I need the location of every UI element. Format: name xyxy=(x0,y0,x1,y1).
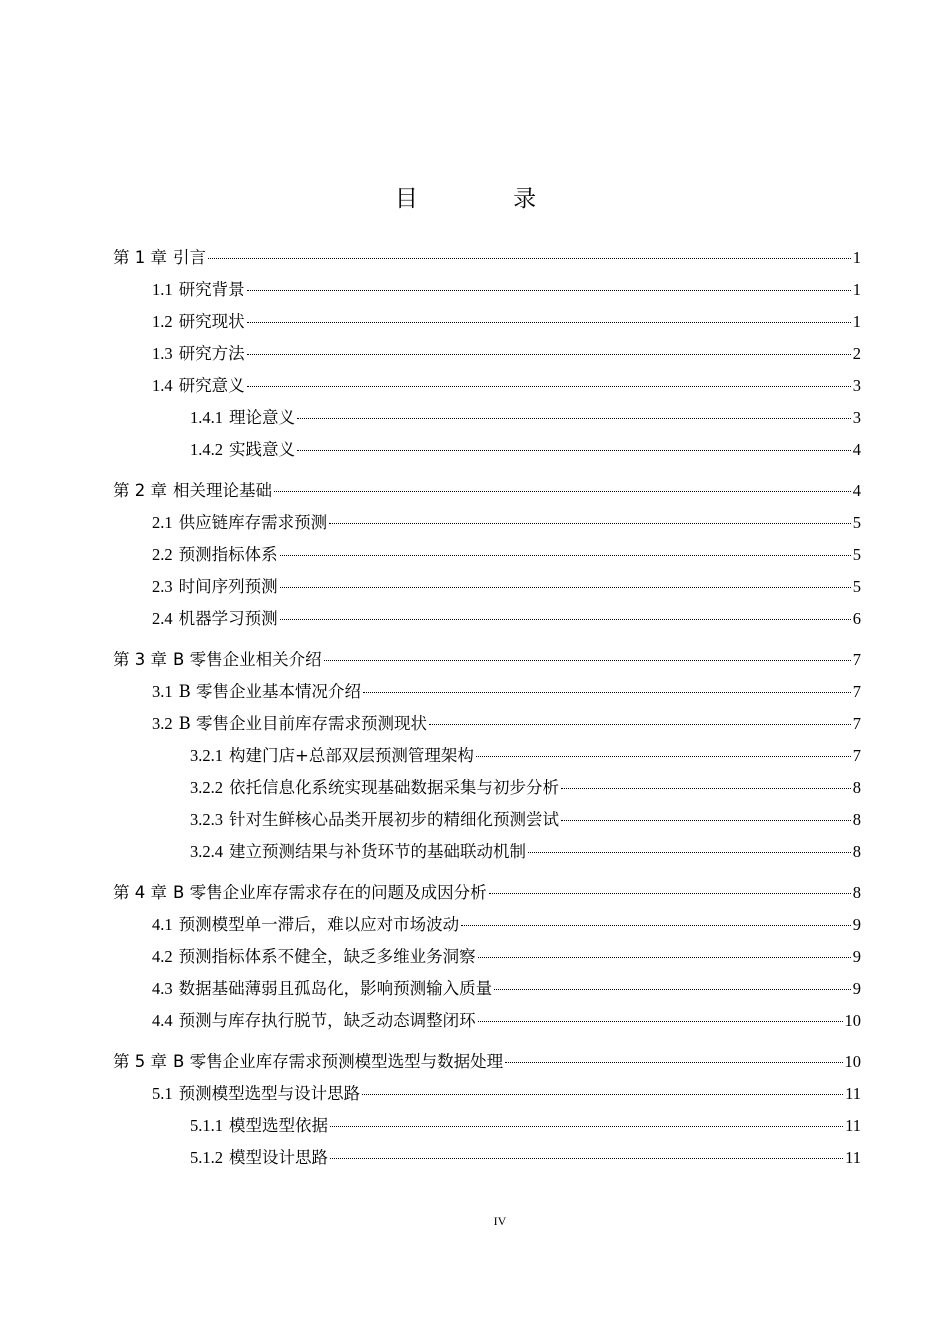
toc-entry-number: 第 5 章 xyxy=(113,1052,167,1071)
toc-entry-label xyxy=(152,909,459,941)
toc-entry-title: 建立预测结果与补货环节的基础联动机制 xyxy=(229,842,526,861)
toc-leader-dots xyxy=(247,322,851,323)
toc-page-number: 2 xyxy=(852,344,861,363)
toc-leader-dots xyxy=(461,925,851,926)
toc-entry-number: 1.3 xyxy=(152,344,173,363)
toc-section-entry[interactable] xyxy=(113,676,861,708)
toc-page-number: 4 xyxy=(852,481,861,500)
toc-entry-label xyxy=(190,772,559,804)
toc-entry-number: 2.2 xyxy=(152,545,173,564)
toc-leader-dots xyxy=(362,1094,843,1095)
toc-leader-dots xyxy=(324,660,851,661)
toc-page-number: 7 xyxy=(852,714,861,733)
toc-leader-dots xyxy=(478,1021,843,1022)
toc-section-entry[interactable] xyxy=(113,507,861,539)
toc-entry-number: 5.1.1 xyxy=(190,1116,223,1135)
toc-subsection-entry[interactable] xyxy=(113,1142,861,1174)
toc-entry-label xyxy=(190,804,559,836)
toc-entry-label xyxy=(152,1005,476,1037)
toc-subsection-entry[interactable] xyxy=(113,1110,861,1142)
toc-entry-label xyxy=(190,836,526,868)
toc-entry-number: 3.2.2 xyxy=(190,778,223,797)
toc-entry-number: 2.4 xyxy=(152,609,173,628)
toc-entry-title: 研究现状 xyxy=(178,312,245,331)
toc-entry-label xyxy=(190,434,295,466)
toc-entry-title: 研究背景 xyxy=(178,280,245,299)
toc-entry-label xyxy=(190,1142,328,1174)
toc-page-number: 9 xyxy=(852,947,861,966)
toc-page-number: 1 xyxy=(852,280,861,299)
toc-entry-label xyxy=(113,644,322,676)
toc-section-entry[interactable] xyxy=(113,274,861,306)
toc-leader-dots xyxy=(478,957,851,958)
toc-section-entry[interactable] xyxy=(113,1078,861,1110)
toc-entry-number: 4.2 xyxy=(152,947,173,966)
toc-section-entry[interactable] xyxy=(113,306,861,338)
toc-page-number: 3 xyxy=(852,376,861,395)
toc-entry-number: 4.4 xyxy=(152,1011,173,1030)
toc-subsection-entry[interactable] xyxy=(113,402,861,434)
toc-entry-title: 数据基础薄弱且孤岛化，影响预测输入质量 xyxy=(178,979,493,998)
toc-page-number: 9 xyxy=(852,915,861,934)
toc-entry-number: 第 1 章 xyxy=(113,248,167,267)
toc-subsection-entry[interactable] xyxy=(113,836,861,868)
toc-section-entry[interactable] xyxy=(113,539,861,571)
toc-entry-title: B 零售企业目前库存需求预测现状 xyxy=(178,714,427,733)
toc-entry-number: 第 2 章 xyxy=(113,481,167,500)
toc-leader-dots xyxy=(247,354,851,355)
toc-leader-dots xyxy=(330,1158,843,1159)
toc-leader-dots xyxy=(280,619,851,620)
toc-subsection-entry[interactable] xyxy=(113,804,861,836)
toc-entry-label xyxy=(152,941,476,973)
toc-leader-dots xyxy=(528,852,851,853)
toc-leader-dots xyxy=(561,820,851,821)
toc-entry-title: 预测与库存执行脱节，缺乏动态调整闭环 xyxy=(178,1011,476,1030)
toc-section-entry[interactable] xyxy=(113,941,861,973)
toc-leader-dots xyxy=(280,587,851,588)
toc-chapter-entry[interactable] xyxy=(113,242,861,274)
toc-entry-number: 1.2 xyxy=(152,312,173,331)
toc-entry-number: 3.2 xyxy=(152,714,173,733)
toc-page-number: 11 xyxy=(845,1148,861,1167)
toc-page-number: 8 xyxy=(852,810,861,829)
toc-entry-label xyxy=(152,973,492,1005)
toc-entry-title: 预测指标体系不健全，缺乏多维业务洞察 xyxy=(178,947,476,966)
toc-leader-dots xyxy=(280,555,851,556)
toc-page-number: 9 xyxy=(852,979,861,998)
toc-entry-label xyxy=(152,603,278,635)
toc-page-number: 7 xyxy=(852,650,861,669)
toc-page-number: 3 xyxy=(852,408,861,427)
toc-leader-dots xyxy=(363,692,851,693)
toc-entry-label xyxy=(190,402,295,434)
toc-page-number: 10 xyxy=(844,1011,861,1030)
toc-page-number: 8 xyxy=(852,842,861,861)
toc-entry-number: 1.4.1 xyxy=(190,408,223,427)
page-title: 目 录 xyxy=(394,186,581,212)
toc-entry-title: B 零售企业基本情况介绍 xyxy=(178,682,361,701)
toc-entry-title: 模型设计思路 xyxy=(229,1148,328,1167)
toc-entry-label xyxy=(113,242,206,274)
toc-entry-label xyxy=(152,338,245,370)
toc-leader-dots xyxy=(429,724,851,725)
toc-entry-title: 针对生鲜核心品类开展初步的精细化预测尝试 xyxy=(229,810,559,829)
toc-page-number: 7 xyxy=(852,746,861,765)
toc-leader-dots xyxy=(297,418,851,419)
toc-leader-dots xyxy=(208,258,851,259)
toc-subsection-entry[interactable] xyxy=(113,740,861,772)
toc-section-entry[interactable] xyxy=(113,571,861,603)
toc-entry-title: 预测模型单一滞后，难以应对市场波动 xyxy=(178,915,460,934)
toc-entry-label xyxy=(152,370,245,402)
toc-page-number: 1 xyxy=(852,248,861,267)
toc-entry-label xyxy=(113,877,487,909)
toc-entry-title: 引言 xyxy=(173,248,206,267)
toc-entry-label xyxy=(113,1046,503,1078)
toc-entry-label xyxy=(152,1078,360,1110)
toc-page-number: 8 xyxy=(852,778,861,797)
toc-entry-number: 1.1 xyxy=(152,280,173,299)
toc-leader-dots xyxy=(329,523,851,524)
toc-leader-dots xyxy=(274,491,851,492)
toc-leader-dots xyxy=(489,893,851,894)
toc-entry-title: B 零售企业相关介绍 xyxy=(173,650,322,669)
toc-entry-number: 5.1 xyxy=(152,1084,173,1103)
toc-leader-dots xyxy=(561,788,851,789)
toc-entry-title: B 零售企业库存需求预测模型选型与数据处理 xyxy=(173,1052,504,1071)
toc-page-number: 5 xyxy=(852,577,861,596)
page-number: IV xyxy=(493,1214,507,1228)
toc-entry-title: B 零售企业库存需求存在的问题及成因分析 xyxy=(173,883,487,902)
toc-entry-number: 3.1 xyxy=(152,682,173,701)
toc-entry-number: 2.3 xyxy=(152,577,173,596)
toc-section-entry[interactable] xyxy=(113,708,861,740)
table-of-contents xyxy=(113,242,861,1174)
toc-entry-label xyxy=(152,306,245,338)
toc-leader-dots xyxy=(297,450,851,451)
toc-entry-title: 研究方法 xyxy=(178,344,245,363)
toc-page-number: 11 xyxy=(845,1116,861,1135)
toc-entry-label xyxy=(152,274,245,306)
toc-leader-dots xyxy=(505,1062,842,1063)
toc-entry-label xyxy=(152,507,327,539)
toc-page-number: 1 xyxy=(852,312,861,331)
toc-chapter-entry[interactable] xyxy=(113,644,861,676)
toc-entry-label xyxy=(190,1110,328,1142)
toc-chapter-entry[interactable] xyxy=(113,475,861,507)
toc-section-entry[interactable] xyxy=(113,1005,861,1037)
toc-entry-number: 5.1.2 xyxy=(190,1148,223,1167)
toc-page-number: 5 xyxy=(852,513,861,532)
toc-entry-title: 实践意义 xyxy=(229,440,295,459)
toc-page-number: 11 xyxy=(845,1084,861,1103)
toc-entry-title: 研究意义 xyxy=(178,376,245,395)
toc-entry-label xyxy=(152,571,278,603)
toc-page-number: 5 xyxy=(852,545,861,564)
toc-section-entry[interactable] xyxy=(113,338,861,370)
toc-entry-number: 4.1 xyxy=(152,915,173,934)
toc-entry-label xyxy=(152,539,278,571)
toc-entry-title: 机器学习预测 xyxy=(178,609,278,628)
toc-entry-label xyxy=(152,676,361,708)
toc-leader-dots xyxy=(476,756,851,757)
toc-entry-title: 理论意义 xyxy=(229,408,295,427)
toc-page-number: 10 xyxy=(844,1052,861,1071)
toc-page-number: 4 xyxy=(852,440,861,459)
toc-leader-dots xyxy=(247,386,851,387)
toc-entry-title: 预测模型选型与设计思路 xyxy=(178,1084,361,1103)
toc-chapter-entry[interactable] xyxy=(113,1046,861,1078)
toc-entry-title: 相关理论基础 xyxy=(173,481,272,500)
toc-entry-title: 供应链库存需求预测 xyxy=(178,513,328,532)
toc-entry-number: 3.2.3 xyxy=(190,810,223,829)
toc-chapter-entry[interactable] xyxy=(113,877,861,909)
toc-subsection-entry[interactable] xyxy=(113,434,861,466)
toc-entry-number: 1.4.2 xyxy=(190,440,223,459)
toc-section-entry[interactable] xyxy=(113,973,861,1005)
toc-entry-number: 第 3 章 xyxy=(113,650,167,669)
toc-entry-title: 时间序列预测 xyxy=(178,577,278,596)
toc-section-entry[interactable] xyxy=(113,603,861,635)
toc-entry-number: 3.2.1 xyxy=(190,746,223,765)
toc-leader-dots xyxy=(330,1126,843,1127)
toc-leader-dots xyxy=(494,989,851,990)
toc-entry-number: 3.2.4 xyxy=(190,842,223,861)
toc-entry-number: 2.1 xyxy=(152,513,173,532)
toc-entry-label xyxy=(113,475,272,507)
toc-entry-number: 1.4 xyxy=(152,376,173,395)
toc-page-number: 7 xyxy=(852,682,861,701)
toc-entry-title: 模型选型依据 xyxy=(229,1116,328,1135)
toc-entry-title: 依托信息化系统实现基础数据采集与初步分析 xyxy=(229,778,559,797)
toc-entry-label xyxy=(190,740,474,772)
toc-entry-number: 4.3 xyxy=(152,979,173,998)
toc-entry-title: 构建门店+总部双层预测管理架构 xyxy=(229,746,474,765)
toc-section-entry[interactable] xyxy=(113,370,861,402)
toc-page-number: 6 xyxy=(852,609,861,628)
toc-entry-title: 预测指标体系 xyxy=(178,545,278,564)
toc-page-number: 8 xyxy=(852,883,861,902)
toc-leader-dots xyxy=(247,290,851,291)
toc-section-entry[interactable] xyxy=(113,909,861,941)
toc-subsection-entry[interactable] xyxy=(113,772,861,804)
toc-entry-label xyxy=(152,708,427,740)
toc-entry-number: 第 4 章 xyxy=(113,883,167,902)
